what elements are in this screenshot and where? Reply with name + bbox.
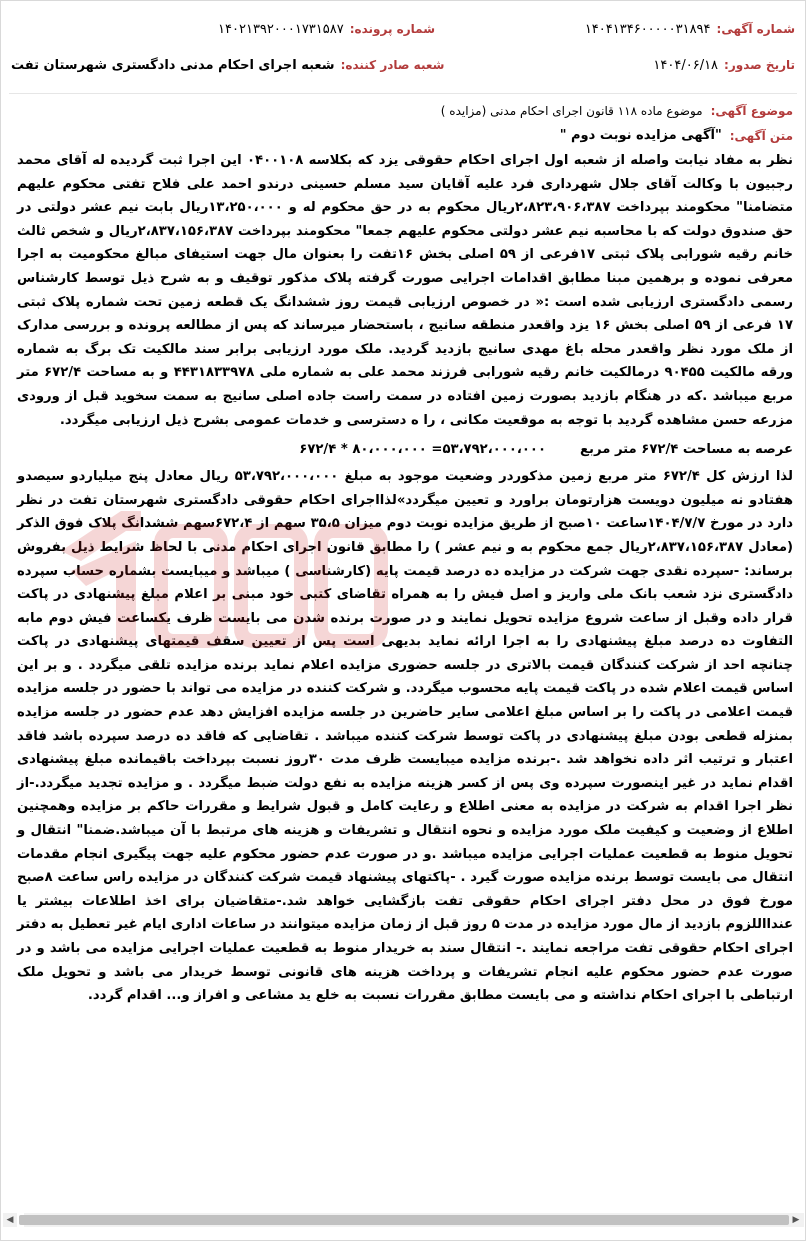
- issue-date: ۱۴۰۴/۰۶/۱۸: [653, 57, 719, 73]
- arrow-left-icon[interactable]: ◀: [3, 1213, 17, 1227]
- notice-header: [1, 1, 805, 83]
- arrow-right-icon[interactable]: ▶: [789, 1213, 803, 1227]
- issue-date-label: تاریخ صدور:: [724, 58, 795, 72]
- notice-body: [1, 143, 805, 432]
- case-number-field: [11, 22, 475, 37]
- header-row-2: [11, 47, 795, 83]
- area-calculation: ۵۳،۷۹۲،۰۰۰،۰۰۰= ۸۰،۰۰۰،۰۰۰ * ۶۷۲/۴: [299, 442, 547, 458]
- text-label: متن آگهی:: [729, 128, 793, 143]
- subject-row: [1, 104, 805, 118]
- case-number: ۱۴۰۲۱۳۹۲۰۰۰۱۷۳۱۵۸۷: [218, 21, 344, 37]
- issuer-field: [11, 58, 484, 73]
- ad-number-field: [475, 22, 795, 37]
- area-line: [1, 432, 805, 459]
- issuer-label: شعبه صادر کننده:: [340, 58, 445, 72]
- paragraph-2: لذا ارزش کل ۶۷۲/۴ متر مربع زمین مذکوردر وضعیت موجود به مبلغ ۵۳،۷۹۲،۰۰۰،۰۰۰ ریال معادل پنج میلیاردو سیصدو هفتادو نه میلیون دویست هزارتومان براورد و تعیین میگردد»لذااجرای احکام حقوقی دادگستری شهرستان تفت در نظر دارد در مورخ ۱۴۰۴/۷/۷ساعت ۱۰صبح از طریق مزایده نوبت دوم میزان ۳۵،۵ سهم از ۶۷۲،۴سهم ششدانگ پلاک فوق الذکر (معادل ۲،۸۳۷،۱۵۶،۳۸۷ریال جمع محکوم به و نیم عشر ) را مطابق قانون اجرای احکام مدنی با لحاظ شرایط ذیل بفروش برساند: -سپرده نقدی جهت شرکت در مزایده ده درصد قیمت پایه (کارشناسی ) میباشد و میبایست بشماره حساب سپرده دادگستری نزد شعب بانک ملی واریز و اصل فیش را به همراه تقاضای کتبی خود مبنی بر اعلام مبلغ پیشنهادی در پاکت قرار داده وقبل از ساعت شروع مزایده تحویل نمایند و در صورت برنده شدن می بایست ظرف یکساعت فیش دوم مابه التفاوت ده درصد مبلغ پیشنهادی را به اجرا ارائه نماید بدیهی است پس از تعیین سقف قیمتهای پیشنهادی در پاکت چنانچه احد از شرکت کنندگان قیمت بالاتری در جلسه حضوری مزایده اعلام نماید برنده مزایده تلقی میگردد . و بر این اساس قیمت اعلام شده در پاکت قیمت پایه محسوب میگردد. و شرکت کننده در مزایده می تواند با حضور در جلسه مزایده قیمت اعلامی در پاکت را بر اساس مبلغ اعلامی سایر حاضرین در جلسه مزایده افزایش دهد عدم حضور در جلسه مزایده بمنزله قطعی بودن مبلغ پیشنهادی در پاکت توسط شرکت کننده میباشد . تقاضایی که فاقد ده درصد سپرده باشد فاقد اعتبار و ترتیب اثر داده نخواهد شد .-برنده مزایده میبایست ظرف مدت ۳۰روز نسبت بپرداخت باقیمانده مبلغ پیشنهادی اقدام نماید در غیر اینصورت سپرده وی پس از کسر هزینه مزایده به نفع دولت ضبط میگردد . و مزایده تجدید میگردد.-از نظر اجرا اقدام به شرکت در مزایده به معنی اطلاع و رعایت کامل و قبول شرایط و مقررات حاکم بر مزایده وهمچنین اطلاع از وضعیت و کیفیت ملک مورد مزایده و نحوه انتقال و تشریفات و هزینه های مرتبط با آن میباشد.ضمنا" انتقال و تحویل منوط به قطعیت عملیات اجرایی مزایده میباشد .و در صورت عدم حضور محکوم علیه جهت پیگیری انجام مقدمات انتقال می بایست توسط برنده مزایده صورت گیرد . -پاکتهای پیشنهاد قیمت شرکت کنندگان در مزایده راس ساعت ۸صبح مورخ فوق در محل دفتر اجرای احکام حقوقی تفت بازگشایی خواهد شد.-متقاضیان برای اخذ اطلاعات بیشتر یا عندااللزوم بازدید از مال مورد مزایده در مدت ۵ روز قبل از زمان مزایده میتوانند در ساعات اداری ایام غیر تعطیل به دفتر اجرای احکام حقوقی تفت مراجعه نمایند .- انتقال سند به خریدار منوط به قطعیت عملیات اجرایی مزایده می باشد و در صورت عدم حضور محکوم علیه انجام تشریفات و پرداخت هزینه های قانونی توسط خریدار می باشد و تحویل ملک ارتباطی با اجرای احکام نداشته و می بایست مطابق مقررات نسبت به خلع ید مشاعی و افراز و... اقدام گردد.: [17, 469, 794, 1004]
- header-divider: [9, 93, 797, 94]
- subject-value: موضوع ماده ۱۱۸ قانون اجرای احکام مدنی (مزایده ): [440, 104, 703, 118]
- notice-body-2: [1, 459, 805, 1008]
- issuer: شعبه اجرای احکام مدنی دادگستری شهرستان تفت: [11, 57, 335, 73]
- header-row-1: [11, 11, 795, 47]
- text-title-row: [1, 128, 805, 143]
- issue-date-field: [484, 58, 795, 73]
- ad-number: ۱۴۰۴۱۳۴۶۰۰۰۰۰۳۱۸۹۴: [584, 21, 711, 37]
- notice-title: "آگهی مزایده نوبت دوم ": [559, 128, 722, 143]
- case-number-label: شماره پرونده:: [349, 22, 435, 36]
- subject-label: موضوع آگهی:: [710, 104, 793, 118]
- ad-number-label: شماره آگهی:: [716, 22, 795, 36]
- paragraph-1: نظر به مفاد نیابت واصله از شعبه اول اجرای احکام حقوقی یزد که بکلاسه ۰۴۰۰۱۰۸ این اجرا ثبت گردیده له آقای محمد رجبیون با وکالت آقای جلال شهرداری فرد علیه آقایان سید مسلم حسینی درندو احمد علی فلاح تفتی محکوم علیهم متضامنا" محکومند بپرداخت ۲،۸۲۳،۹۰۶،۳۸۷ریال محکوم به در حق محکوم له و ۱۳،۲۵۰،۰۰۰ریال بابت نیم عشر دولتی در حق صندوق دولت که با محاسبه نیم عشر دولتی محکوم علیهم جمعا" محکومند بپرداخت ۲،۸۳۷،۱۵۶،۳۸۷ریال و شخص ثالث خانم رقیه شورابی پلاک ثبتی ۱۷فرعی از ۵۹ اصلی بخش ۱۶تفت را بعنوان مال جهت استیفای مبالغ محکومیت به اجرا معرفی نموده و برهمین مبنا مطابق اقدامات اجرایی صورت گرفته پلاک مذکور توقیف و به شرح ذیل توسط کارشناس رسمی دادگستری ارزیابی شده است :« در خصوص ارزیابی قیمت روز ششدانگ یک قطعه زمین تحت شماره پلاک ثبتی ۱۷ فرعی از ۵۹ اصلی بخش ۱۶ یزد واقعدر منطقه سانیج ، باستحضار میرساند که پس از مطالعه پرونده و بررسی مدارک از ملک مورد نظر واقعدر محله باغ مهدی سانیج بازدید گردید. ملک مورد ارزیابی برابر سند مالکیت تک برگ به شماره ورقه مالکیت ۹۰۴۵۵ درمالکیت خانم رقیه شورابی فرزند محمد علی به شماره ملی ۴۴۳۱۸۳۳۹۷۸ و به مساحت ۶۷۲/۴ متر مربع میباشد .که در هنگام بازدید بصورت زمین افتاده در سمت راست جاده اصلی سانیج به سمت سخوید قبل از ورودی مزرعه حسن مشاهده گردید با توجه به موقعیت مکانی ، را ه دسترسی و خدمات عمومی بشرح ذیل ارزیابی میگردد.: [17, 153, 794, 428]
- scrollbar-thumb[interactable]: [19, 1215, 789, 1225]
- area-description: عرصه به مساحت ۶۷۲/۴ متر مربع: [580, 442, 793, 458]
